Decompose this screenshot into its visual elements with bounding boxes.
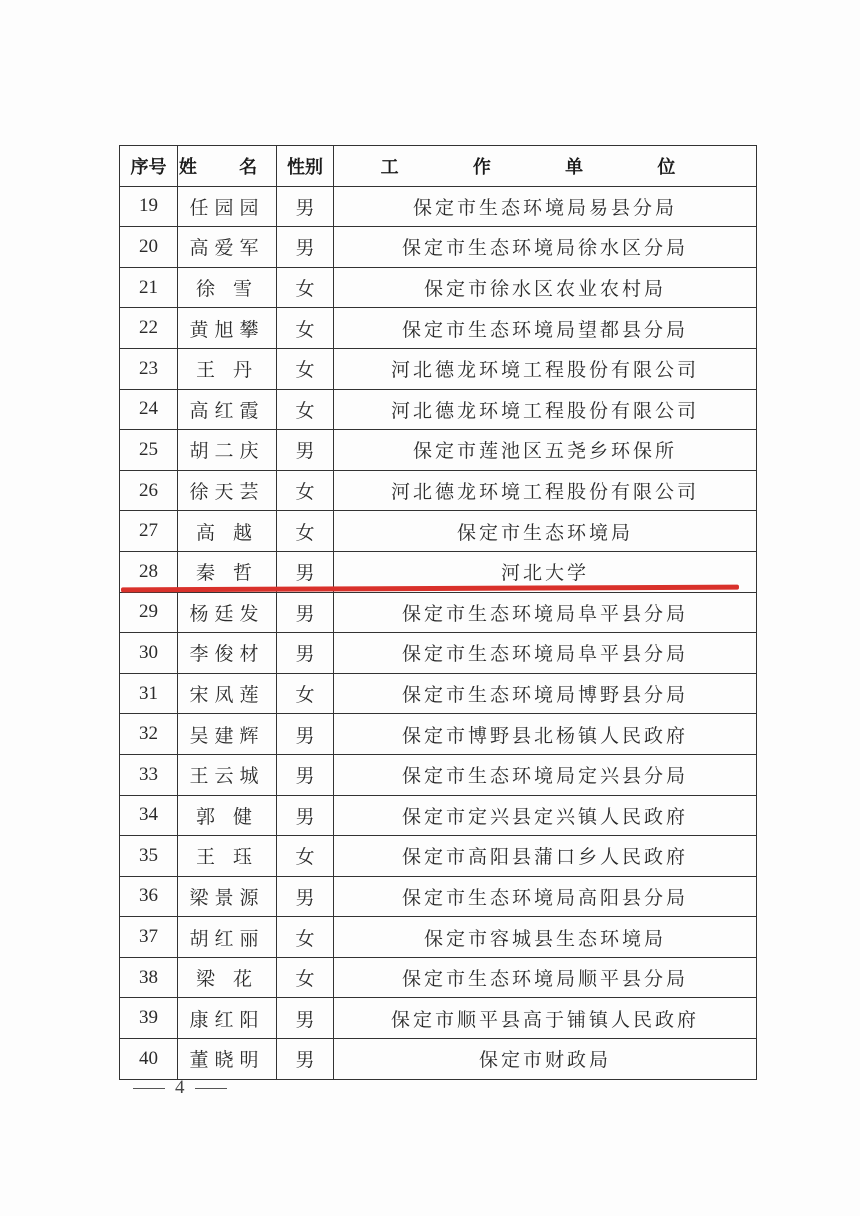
- table-row: [120, 348, 757, 389]
- header-unit: 工 作 单 位: [334, 146, 757, 187]
- row-gender: 男: [277, 551, 334, 592]
- row-name: 梁景源: [178, 876, 277, 917]
- table-row: [120, 957, 757, 998]
- row-gender: 男: [277, 714, 334, 755]
- row-gender: 女: [277, 917, 334, 958]
- row-unit: 保定市生态环境局阜平县分局: [334, 633, 757, 674]
- row-unit: 保定市生态环境局徐水区分局: [334, 227, 757, 268]
- row-index: 27: [120, 511, 178, 552]
- table-row: [120, 633, 757, 674]
- row-index: 37: [120, 917, 178, 958]
- row-gender: 男: [277, 876, 334, 917]
- footer-dash-left: [133, 1088, 165, 1089]
- row-name: 高红霞: [178, 389, 277, 430]
- row-name: 宋凤莲: [178, 673, 277, 714]
- table-row: [120, 917, 757, 958]
- row-index: 34: [120, 795, 178, 836]
- row-unit: 保定市定兴县定兴镇人民政府: [334, 795, 757, 836]
- table-row: [120, 592, 757, 633]
- row-gender: 女: [277, 957, 334, 998]
- table-row: [120, 389, 757, 430]
- table-row: [120, 714, 757, 755]
- table-row: [120, 754, 757, 795]
- row-gender: 女: [277, 470, 334, 511]
- row-gender: 女: [277, 389, 334, 430]
- row-index: 20: [120, 227, 178, 268]
- row-gender: 男: [277, 227, 334, 268]
- row-unit: 河北大学: [334, 551, 757, 592]
- table-row: [120, 1039, 757, 1080]
- page-number: 4: [175, 1077, 185, 1098]
- row-index: 21: [120, 267, 178, 308]
- row-gender: 女: [277, 308, 334, 349]
- row-unit: 保定市生态环境局顺平县分局: [334, 957, 757, 998]
- row-unit: 保定市高阳县蒲口乡人民政府: [334, 836, 757, 877]
- row-index: 32: [120, 714, 178, 755]
- row-unit: 保定市生态环境局: [334, 511, 757, 552]
- header-name: 姓 名: [178, 146, 277, 187]
- row-name: 黄旭攀: [178, 308, 277, 349]
- row-name: 王 丹: [178, 348, 277, 389]
- row-gender: 女: [277, 348, 334, 389]
- row-gender: 男: [277, 998, 334, 1039]
- footer-dash-right: [195, 1088, 227, 1089]
- row-index: 36: [120, 876, 178, 917]
- row-index: 22: [120, 308, 178, 349]
- row-name: 秦 哲: [178, 551, 277, 592]
- row-unit: 保定市生态环境局定兴县分局: [334, 754, 757, 795]
- row-name: 董晓明: [178, 1039, 277, 1080]
- row-index: 33: [120, 754, 178, 795]
- row-index: 38: [120, 957, 178, 998]
- row-gender: 男: [277, 795, 334, 836]
- row-index: 40: [120, 1039, 178, 1080]
- row-name: 徐 雪: [178, 267, 277, 308]
- row-name: 郭 健: [178, 795, 277, 836]
- row-unit: 河北德龙环境工程股份有限公司: [334, 348, 757, 389]
- table-row: [120, 876, 757, 917]
- row-gender: 男: [277, 633, 334, 674]
- table-row: [120, 308, 757, 349]
- table-header-row: [120, 146, 757, 187]
- row-unit: 河北德龙环境工程股份有限公司: [334, 389, 757, 430]
- row-gender: 男: [277, 430, 334, 471]
- personnel-table: [119, 145, 757, 1080]
- row-unit: 保定市财政局: [334, 1039, 757, 1080]
- row-gender: 男: [277, 754, 334, 795]
- row-unit: 保定市生态环境局望都县分局: [334, 308, 757, 349]
- row-index: 25: [120, 430, 178, 471]
- table-row: [120, 267, 757, 308]
- row-name: 王 珏: [178, 836, 277, 877]
- row-name: 徐天芸: [178, 470, 277, 511]
- row-index: 26: [120, 470, 178, 511]
- row-name: 王云城: [178, 754, 277, 795]
- row-name: 吴建辉: [178, 714, 277, 755]
- table-row: [120, 998, 757, 1039]
- table-row: [120, 795, 757, 836]
- row-unit: 保定市容城县生态环境局: [334, 917, 757, 958]
- row-index: 23: [120, 348, 178, 389]
- row-unit: 保定市顺平县高于铺镇人民政府: [334, 998, 757, 1039]
- table-row: [120, 186, 757, 227]
- header-gender: 性别: [277, 146, 334, 187]
- row-index: 39: [120, 998, 178, 1039]
- row-gender: 男: [277, 592, 334, 633]
- table-row: [120, 430, 757, 471]
- row-name: 康红阳: [178, 998, 277, 1039]
- page-footer: [123, 1077, 237, 1099]
- header-index: 序号: [120, 146, 178, 187]
- table-row: [120, 673, 757, 714]
- row-gender: 女: [277, 673, 334, 714]
- row-unit: 河北德龙环境工程股份有限公司: [334, 470, 757, 511]
- row-name: 任园园: [178, 186, 277, 227]
- row-index: 30: [120, 633, 178, 674]
- row-index: 29: [120, 592, 178, 633]
- row-gender: 女: [277, 836, 334, 877]
- row-unit: 保定市生态环境局博野县分局: [334, 673, 757, 714]
- row-name: 梁 花: [178, 957, 277, 998]
- row-unit: 保定市生态环境局高阳县分局: [334, 876, 757, 917]
- row-name: 胡红丽: [178, 917, 277, 958]
- row-unit: 保定市生态环境局阜平县分局: [334, 592, 757, 633]
- row-name: 高 越: [178, 511, 277, 552]
- row-unit: 保定市博野县北杨镇人民政府: [334, 714, 757, 755]
- row-name: 胡二庆: [178, 430, 277, 471]
- row-index: 35: [120, 836, 178, 877]
- table-row: [120, 227, 757, 268]
- table-row: [120, 836, 757, 877]
- row-index: 31: [120, 673, 178, 714]
- row-gender: 女: [277, 267, 334, 308]
- row-gender: 女: [277, 511, 334, 552]
- row-unit: 保定市生态环境局易县分局: [334, 186, 757, 227]
- row-index: 24: [120, 389, 178, 430]
- row-unit: 保定市徐水区农业农村局: [334, 267, 757, 308]
- row-name: 高爱军: [178, 227, 277, 268]
- row-name: 李俊材: [178, 633, 277, 674]
- table-row: [120, 470, 757, 511]
- row-name: 杨廷发: [178, 592, 277, 633]
- row-gender: 男: [277, 1039, 334, 1080]
- row-index: 28: [120, 551, 178, 592]
- table-body: [120, 186, 757, 1079]
- row-gender: 男: [277, 186, 334, 227]
- row-index: 19: [120, 186, 178, 227]
- table-row: [120, 511, 757, 552]
- row-unit: 保定市莲池区五尧乡环保所: [334, 430, 757, 471]
